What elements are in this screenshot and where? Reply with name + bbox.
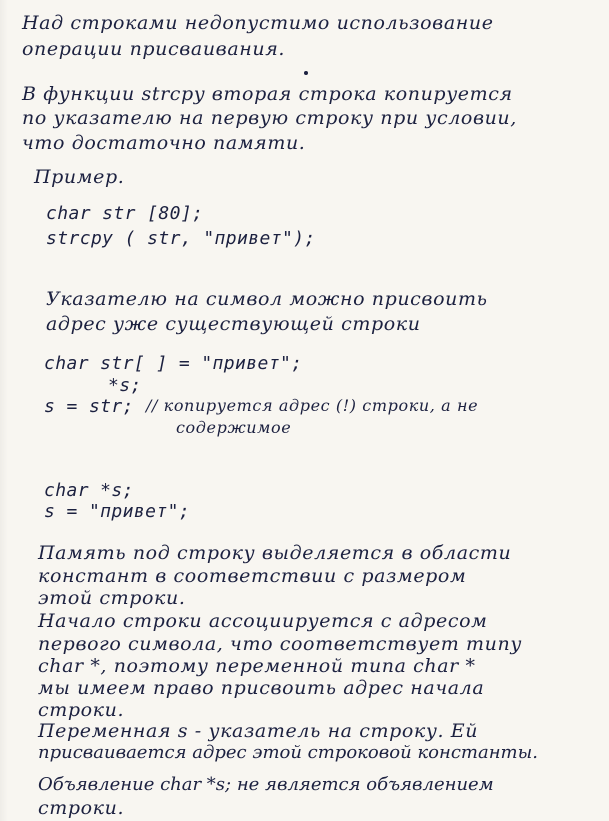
code-line: s = str; [44, 396, 134, 417]
note-line: Над строками недопустимо использование [22, 12, 494, 34]
code-line: char *s; [44, 480, 134, 501]
note-line: этой строки. [38, 587, 186, 609]
note-line: В функции strcpy вторая строка копируется [22, 83, 513, 105]
pen-mark-dot [304, 71, 308, 75]
note-line: присваивается адрес этой строковой константы. [38, 742, 539, 763]
note-line: по указателю на первую строку при условии, [22, 107, 517, 129]
code-line: strcpy ( str, "привет"); [46, 228, 316, 249]
note-line: Переменная s - указатель на строку. Ей [38, 720, 479, 742]
code-line: char str[ ] = "привет"; [44, 353, 303, 374]
note-line: строки. [38, 797, 125, 819]
code-line: s = "привет"; [44, 501, 191, 522]
note-line: адрес уже существующей строки [46, 313, 421, 335]
note-line: char *, поэтому переменной типа char * [38, 655, 476, 677]
note-line: операции присваивания. [22, 38, 286, 60]
note-line: строки. [38, 699, 125, 721]
note-line: мы имеем право присвоить адрес начала [38, 677, 485, 699]
code-comment: содержимое [176, 418, 292, 437]
note-line: констант в соответствии с размером [38, 565, 467, 587]
code-line: char str [80]; [46, 203, 204, 224]
code-comment: // копируется адрес (!) строки, а не [146, 396, 479, 415]
note-line: Объявление char *s; не является объявлением [38, 774, 494, 795]
example-label: Пример. [34, 166, 125, 188]
note-line: Память под строку выделяется в области [38, 542, 512, 564]
note-line: Указателю на символ можно присвоить [46, 288, 488, 310]
note-line: что достаточно памяти. [22, 132, 306, 154]
note-line: Начало строки ассоциируется с адресом [38, 610, 488, 632]
note-line: первого символа, что соответствует типу [38, 633, 522, 655]
code-line: *s; [108, 375, 142, 396]
